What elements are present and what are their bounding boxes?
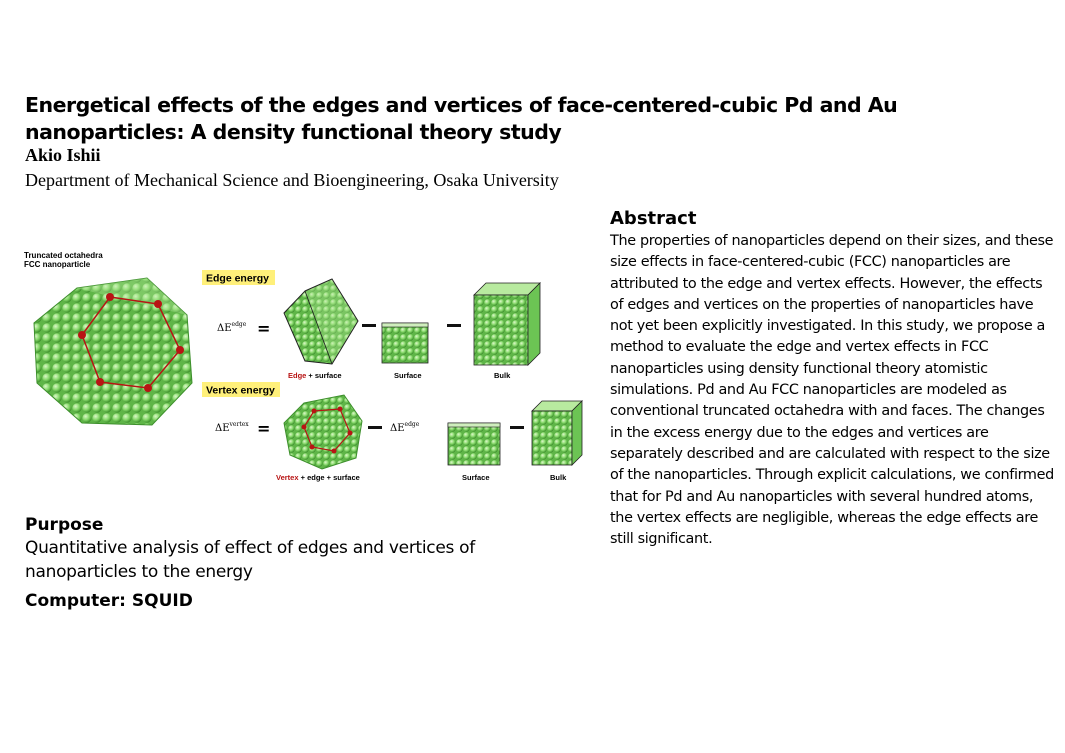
purpose-section: [25, 514, 585, 584]
edge-surface-caption: Edge + surface: [288, 371, 342, 380]
abstract-text: The properties of nanoparticles depend on their sizes, and these size effects in face-centered-cubic (FCC) nanoparticles are attributed to the edge and vertex effects. However, the effects of edges and vertices on the properties of nanoparticles have not yet been explicitly investigated. In this study, we propose a method to evaluate the edge and vertex effects in FCC nanoparticles using density functional theory atomistic simulations. Pd and Au FCC nanoparticles are modeled as conventional truncated octahedra with and faces. The changes in the excess energy due to the edges and vertices are separately described and are calculated with respect to the size of the nanoparticles. Through explicit calculations, we confirmed that for Pd and Au nanoparticles with several hundred atoms, the vertex effects are negligible, whereas the edge effects are still significant.: [610, 233, 1054, 548]
figure-label-line2: FCC nanoparticle: [24, 260, 91, 269]
delta-e-edge: $\Delta E^{edge}$: [217, 321, 247, 334]
delta-e-vertex: $\Delta E^{vertex}$: [215, 421, 249, 434]
equals-sign-vertex: =: [257, 419, 271, 438]
bulk-cube-row1: [474, 283, 540, 365]
surface-slab-row2: [448, 423, 500, 465]
paper-title: Energetical effects of the edges and vertices of face-centered-cubic Pd and Au nanoparticles: A density functional theory study: [25, 93, 898, 144]
nanoparticle-figure: [22, 243, 584, 488]
equals-sign-edge: =: [257, 319, 271, 338]
edge-surface-slab: [284, 279, 358, 364]
purpose-text: Quantitative analysis of effect of edges and vertices of nanoparticles to the energy: [25, 538, 475, 582]
surface-caption-row2: Surface: [462, 473, 490, 482]
vertex-edge-surface-particle: [284, 395, 362, 469]
abstract-heading: Abstract: [610, 208, 697, 229]
figure-label-line1: Truncated octahedra: [24, 251, 103, 260]
surface-caption-row1: Surface: [394, 371, 422, 380]
surface-slab-row1: [382, 323, 428, 363]
vertex-edge-surface-caption: Vertex + edge + surface: [276, 473, 360, 482]
truncated-octahedron-particle: [34, 278, 192, 425]
delta-e-edge-row2: $\Delta E^{edge}$: [390, 421, 420, 434]
bulk-caption-row2: Bulk: [550, 473, 567, 482]
edge-energy-label: Edge energy: [206, 272, 270, 285]
vertex-energy-label: Vertex energy: [206, 384, 275, 397]
abstract-section: [610, 207, 1058, 550]
minus-sign-1: [362, 324, 376, 327]
minus-sign-3: [368, 426, 382, 429]
minus-sign-2: [447, 324, 461, 327]
author-name: Akio Ishii: [25, 145, 101, 165]
purpose-heading: Purpose: [25, 515, 104, 535]
computer-label: Computer: SQUID: [25, 591, 193, 611]
affiliation: Department of Mechanical Science and Bioengineering, Osaka University: [25, 170, 559, 190]
bulk-cube-row2: [532, 401, 582, 465]
minus-sign-4: [510, 426, 524, 429]
bulk-caption-row1: Bulk: [494, 371, 511, 380]
